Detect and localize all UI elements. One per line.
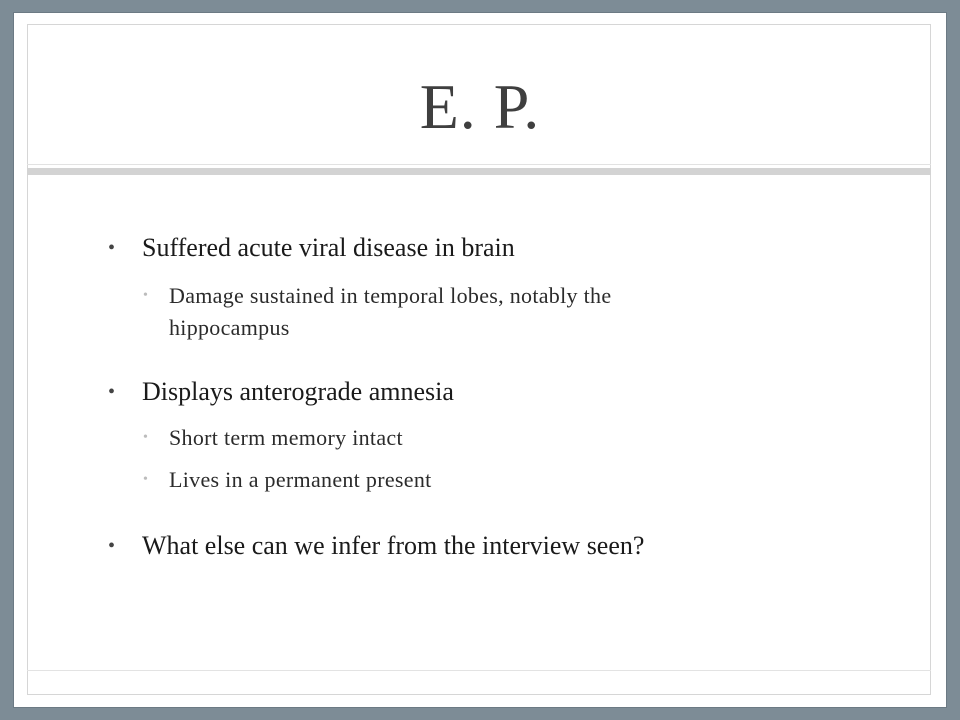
bullet-marker: •: [108, 237, 116, 259]
footer-divider: [27, 670, 931, 671]
sub-bullet-item-2-2: [143, 465, 432, 495]
bullet-item-2: [108, 377, 454, 407]
bullet-marker: •: [108, 381, 116, 403]
bullet-text: What else can we infer from the interview seen?: [142, 531, 645, 560]
bullet-text: Displays anterograde amnesia: [142, 377, 454, 406]
bullet-item-3: [108, 531, 645, 561]
sub-bullet-item-1-1-continued: [169, 313, 290, 343]
bullet-item-1: [108, 233, 515, 263]
sub-bullet-text: Damage sustained in temporal lobes, notably the: [169, 283, 612, 308]
sub-bullet-marker: •: [143, 288, 149, 303]
sub-bullet-text: Lives in a permanent present: [169, 467, 432, 492]
sub-bullet-text-continued: hippocampus: [169, 315, 290, 340]
sub-bullet-item-1-1: [143, 281, 612, 311]
sub-bullet-item-2-1: [143, 423, 403, 453]
bullet-marker: •: [108, 535, 116, 557]
sub-bullet-marker: •: [143, 472, 149, 487]
slide-body: [14, 13, 946, 707]
slide-title: E. P.: [419, 71, 541, 142]
sub-bullet-text: Short term memory intact: [169, 425, 403, 450]
slide: [14, 13, 946, 707]
sub-bullet-marker: •: [143, 430, 149, 445]
bullet-text: Suffered acute viral disease in brain: [142, 233, 515, 262]
